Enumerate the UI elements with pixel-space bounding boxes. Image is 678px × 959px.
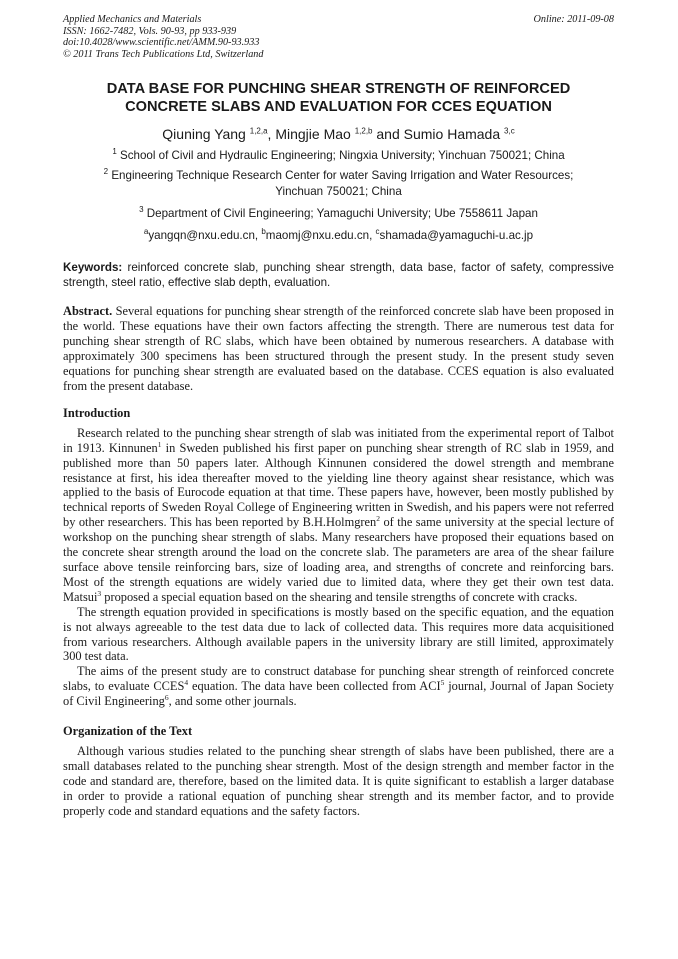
- paper-page: [63, 14, 614, 819]
- copyright-line: © 2011 Trans Tech Publications Ltd, Switzerland: [63, 48, 264, 60]
- affiliation-text: Engineering Technique Research Center for water Saving Irrigation and Water Resources;: [111, 169, 574, 183]
- text-run: , and some other journals.: [168, 694, 297, 709]
- affiliation-text: Department of Civil Engineering; Yamaguchi University; Ube 7558611 Japan: [146, 207, 538, 221]
- author-name: Qiuning Yang: [162, 126, 246, 143]
- citation-ref[interactable]: 5: [440, 678, 445, 688]
- section-heading-organization: Organization of the Text: [63, 724, 193, 739]
- intro-paragraph-2: The strength equation provided in specifications is mostly based on the specific equation, and the equation is not always agreeable to the test data due to lack of collected data. This requires more data acquisitioned from various researchers. Although available papers in the university library are still limited, approximately 300 test data.: [63, 604, 614, 664]
- intro-paragraph-1: [63, 426, 614, 605]
- affiliation-3: [63, 206, 614, 222]
- citation-ref[interactable]: 2: [376, 514, 380, 524]
- affiliation-sup: 2: [103, 167, 109, 177]
- affiliation-sup: 1: [112, 147, 117, 157]
- text-run: journal, Journal of Japan Society of Civil Engineering: [63, 679, 614, 709]
- masthead: [63, 14, 614, 60]
- email-link[interactable]: shamada@yamaguchi-u.ac.jp: [379, 229, 534, 243]
- author-sup: 1,2,a: [249, 126, 268, 136]
- journal-name: Applied Mechanics and Materials: [63, 14, 202, 25]
- abstract-text: Several equations for punching shear strength of the reinforced concrete slab have been proposed in the world. These equations have their own factors affecting the strength. There are numerous test data for punching shear strength of RC slabs, which have been obtained by numerous researchers. A database with approximately 300 specimens has been structured through the present study. In the present study seven equations for punching shear strength are evaluated based on the database. CCES equation is also evaluated from the present database.: [63, 304, 614, 393]
- doi-line: doi:10.4028/www.scientific.net/AMM.90-93.933: [63, 37, 260, 49]
- email-link[interactable]: yangqn@nxu.edu.cn,: [148, 229, 262, 243]
- email-link[interactable]: maomj@nxu.edu.cn,: [265, 229, 376, 243]
- text-run: The aims of the present study are to construct database for punching shear strength of reinforced concrete slabs, to evaluate CCES: [63, 664, 614, 694]
- intro-paragraph-3: [63, 664, 614, 709]
- text-run: of the same university at the special lecture of workshop on the punching shear strength of slabs. Many researchers have proposed their equations based on the concrete shear strength around the load on the concrete slab. The parameters are area of the shear failure surface above tensile reinforcing bars, size of loading area, and strengths of concrete and reinforcing bars. Most of the strength equations are widely varied due to limited data, where they get their own test data. Matsui: [63, 515, 614, 604]
- keywords-label: Keywords:: [63, 261, 123, 275]
- author-separator: ,: [267, 126, 276, 143]
- author-list: [63, 125, 614, 143]
- affiliation-text: School of Civil and Hydraulic Engineering; Ningxia University; Yinchuan 750021; China: [120, 149, 565, 163]
- title-line-2: CONCRETE SLABS AND EVALUATION FOR CCES EQUATION: [125, 98, 552, 115]
- text-run: equation. The data have been collected from ACI: [188, 679, 441, 694]
- author-sup: 3,c: [504, 126, 515, 136]
- email-sup: a: [143, 227, 149, 237]
- issn-line: ISSN: 1662-7482, Vols. 90-93, pp 933-939: [63, 25, 237, 37]
- online-date: Online: 2011-09-08: [533, 14, 614, 25]
- section-heading-introduction: Introduction: [63, 405, 131, 420]
- text-run: Research related to the punching shear strength of slab was initiated from the experimental report of Talbot in 1913. Kinnunen: [63, 425, 614, 455]
- title-line-1: DATA BASE FOR PUNCHING SHEAR STRENGTH OF REINFORCED: [106, 81, 571, 98]
- citation-ref[interactable]: 1: [157, 439, 162, 449]
- affiliation-sup: 3: [139, 205, 144, 215]
- abstract: [63, 304, 614, 393]
- author-separator: and: [372, 126, 404, 143]
- text-run: proposed a special equation based on the shearing and tensile strengths of concrete with cracks.: [101, 589, 578, 604]
- text-run: in Sweden published his first paper on punching shear strength of RC slab in 1959, and published more than 50 papers later. Although Kinnunen considered the dowel strength and membrane resistance at first, his idea thereafter moved to the yielding line theory against shear resistance, which was applied to the basis of Eurocode equation at that time. These papers have, however, been mostly published by technical reports of Sweden Royal College of Engineering written in Swedish, and his papers were not referred by other researchers. This has been reported by B.H.Holmgren: [63, 440, 614, 530]
- organization-paragraph-1: Although various studies related to the punching shear strength of slabs have been published, there are a small databases related to the punching shear strength. Most of the design strength and member factor in the code and standard are, therefore, based on the limited data. It is quite significant to establish a larger database in order to provide a rational equation of punching shear strength and its member factor, and to provide properly code and standard equations and the safety factors.: [63, 744, 614, 818]
- keywords-text: reinforced concrete slab, punching shear strength, data base, factor of safety, compressive strength, steel ratio, effective slab depth, evaluation.: [63, 261, 614, 289]
- citation-ref[interactable]: 6: [164, 693, 169, 702]
- email-list: [63, 228, 614, 244]
- author-name: Sumio Hamada: [403, 126, 501, 143]
- citation-ref[interactable]: 3: [97, 588, 102, 598]
- email-sup: c: [375, 227, 380, 237]
- paper-title: [63, 81, 614, 116]
- affiliation-1: [63, 148, 614, 164]
- abstract-label: Abstract.: [63, 304, 113, 319]
- author-name: Mingjie Mao: [275, 126, 351, 143]
- keywords: [63, 261, 614, 290]
- citation-ref[interactable]: 4: [184, 678, 189, 688]
- affiliation-text-cont: Yinchuan 750021; China: [275, 185, 402, 199]
- author-sup: 1,2,b: [354, 126, 373, 136]
- email-sup: b: [261, 227, 266, 237]
- affiliation-2: [63, 168, 614, 200]
